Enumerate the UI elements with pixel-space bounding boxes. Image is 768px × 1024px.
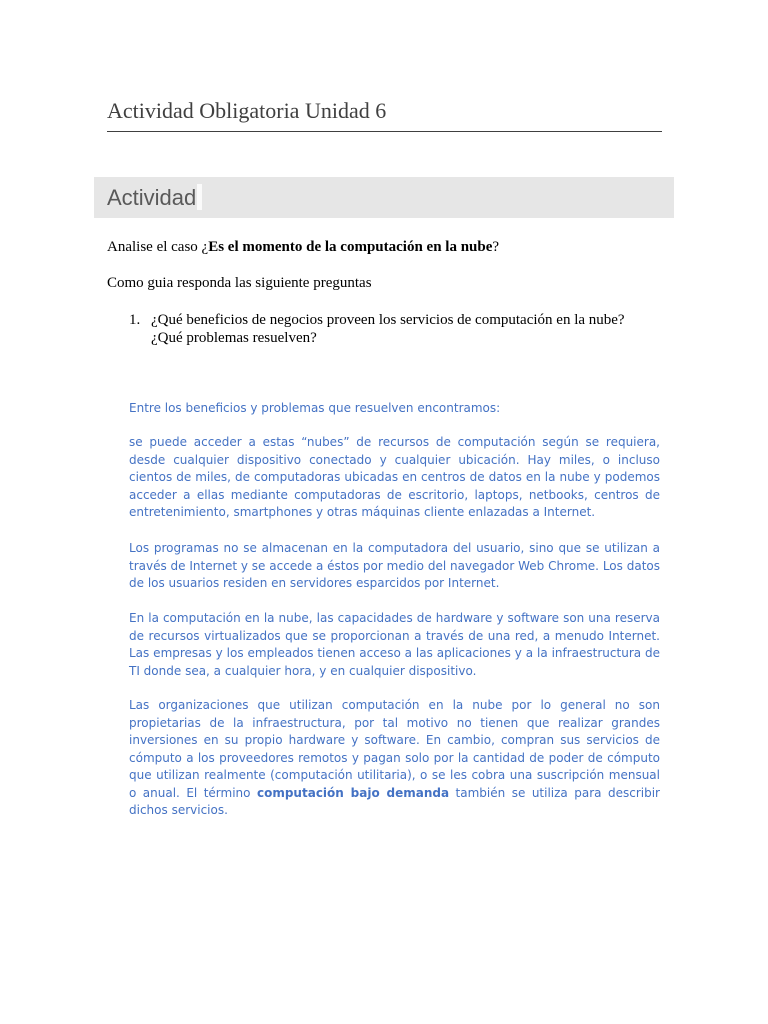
answer-bold-term: computación bajo demanda [256,785,450,800]
answer-paragraph-intro: Entre los beneficios y problemas que resuelven encontramos: [129,401,501,415]
answer-organizations-suffix: también se utiliza para describir dichos servicios. [129,785,660,817]
answer-paragraph-access: se puede acceder a estas “nubes” de recursos de computación según se requiera, desde cualquier dispositivo conectado y cualquier ubicación. Hay miles, o incluso cientos de miles, de computadoras ubicadas en centros de datos en la nube y podemos acceder a ellas mediante computadoras de escritorio, laptops, netbooks, centros de entretenimiento, smartphones y otras máquinas cliente enlazadas a Internet. [129,435,660,519]
intro-suffix: ? [492,239,500,255]
section-heading-band [94,177,674,218]
answer-paragraph-resources: En la computación en la nube, las capacidades de hardware y software son una reserva de recursos virtualizados que se proporcionan a través de una red, a menudo Internet. Las empresas y los empleados tienen acceso a las aplicaciones y a la infraestructura de TI donde sea, a cualquier hora, y en cualquier dispositivo. [129,611,660,678]
section-heading-text: Actividad [107,185,197,210]
answer-paragraph-programs: Los programas no se almacenan en la computadora del usuario, sino que se utilizan a través de Internet y se accede a éstos por medio del navegador Web Chrome. Los datos de los usuarios residen en servidores esparcidos por Internet. [129,541,660,590]
text-cursor [197,184,202,210]
answer-organizations-text: Las organizaciones que utilizan computación en la nube por lo general no son propietarias de la infraestructura, por tal motivo no tienen que realizar grandes inversiones en su propio hardware y software. En cambio, compran sus servicios de cómputo a los proveedores remotos y pagan solo por la cantidad de poder de cómputo que utilizan realmente (computación utilitaria), o se les cobra una suscripción mensual o anual. El término [129,698,660,800]
guide-paragraph: Como guia responda las siguiente preguntas [107,275,372,291]
intro-prefix: Analise el caso ¿ [107,239,209,255]
question-text: ¿Qué beneficios de negocios proveen los servicios de computación en la nube? ¿Qué problemas resuelven? [151,312,625,346]
section-heading [107,183,202,213]
intro-paragraph [107,238,499,256]
answer-paragraph-organizations [129,697,660,820]
intro-case-title: Es el momento de la computación en la nube [208,239,493,255]
page-title: Actividad Obligatoria Unidad 6 [107,98,387,123]
question-number: 1. [129,312,141,328]
title-underline [107,131,662,132]
